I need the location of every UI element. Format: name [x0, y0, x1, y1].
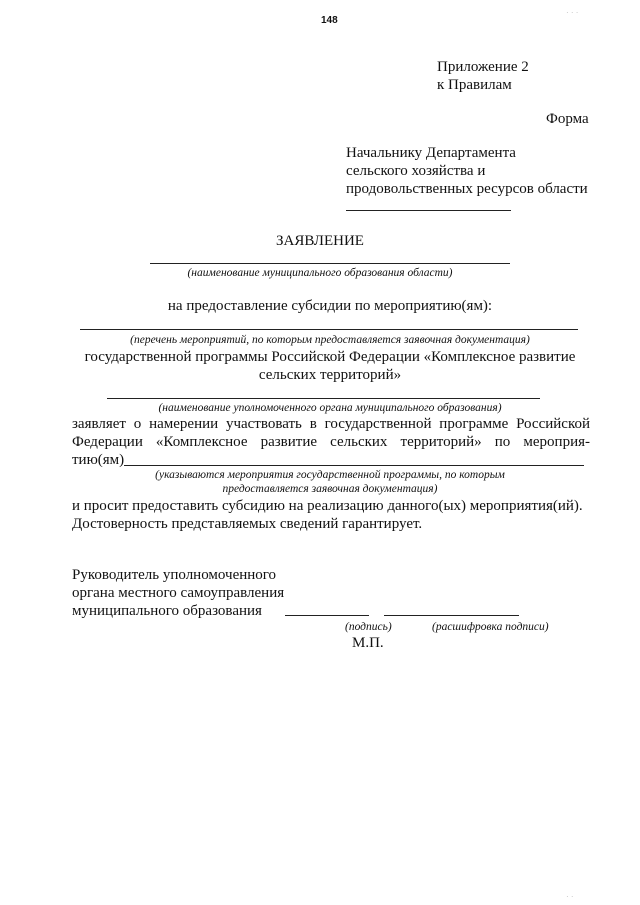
page-number: 148 — [321, 15, 338, 26]
municipality-line — [150, 263, 510, 264]
signatory-line-1: Руководитель уполномоченного — [72, 567, 277, 583]
signatory-line-3: муниципального образования — [72, 603, 262, 619]
stamp-label: М.П. — [352, 635, 384, 651]
form-label: Форма — [546, 111, 589, 127]
addressee-line-2: сельского хозяйства и — [346, 163, 486, 179]
signature-line — [285, 615, 369, 616]
request-line-1: и просит предоставить субсидию на реализацию данного(ых) мероприятия(ий). — [72, 498, 583, 514]
request-line-2: Достоверность представляемых сведений гарантирует. — [72, 516, 423, 532]
program-events-line — [124, 465, 584, 466]
authority-caption: (наименование уполномоченного органа муниципального образования) — [158, 402, 502, 414]
declares-line-1: заявляет о намерении участвовать в государственной программе Российской — [72, 416, 590, 432]
subsidy-line: на предоставление субсидии по мероприятию(ям): — [167, 298, 493, 314]
signature-decoding-line — [384, 615, 519, 616]
signature-decoding-caption: (расшифровка подписи) — [432, 621, 549, 633]
signatory-line-2: органа местного самоуправления — [72, 585, 285, 601]
scan-mark-bottom: · · — [566, 892, 574, 901]
declares-line-2: Федерации «Комплексное развитие сельских территорий» по мероприя- — [72, 434, 590, 450]
signature-caption: (подпись) — [345, 621, 392, 633]
events-list-caption: (перечень мероприятий, по которым предоставляется заявочная документация) — [130, 334, 530, 346]
addressee-line-1: Начальнику Департамента — [346, 145, 516, 161]
municipality-caption: (наименование муниципального образования области) — [187, 267, 453, 279]
program-line-2: сельских территорий» — [258, 367, 402, 383]
program-events-caption-2: предоставляется заявочная документация) — [222, 483, 438, 495]
addressee-name-line — [346, 210, 511, 211]
appendix-line-2: к Правилам — [437, 77, 512, 93]
declares-line-3: тию(ям) — [72, 452, 125, 468]
program-events-caption-1: (указываются мероприятия государственной программы, по которым — [155, 469, 505, 481]
appendix-line-1: Приложение 2 — [437, 59, 529, 75]
scan-mark-top: · · · — [566, 8, 579, 17]
addressee-line-3: продовольственных ресурсов области — [346, 181, 588, 197]
document-title: ЗАЯВЛЕНИЕ — [276, 233, 364, 249]
events-list-line — [80, 329, 578, 330]
authority-line — [107, 398, 540, 399]
program-line-1: государственной программы Российской Федерации «Комплексное развитие — [84, 349, 576, 365]
